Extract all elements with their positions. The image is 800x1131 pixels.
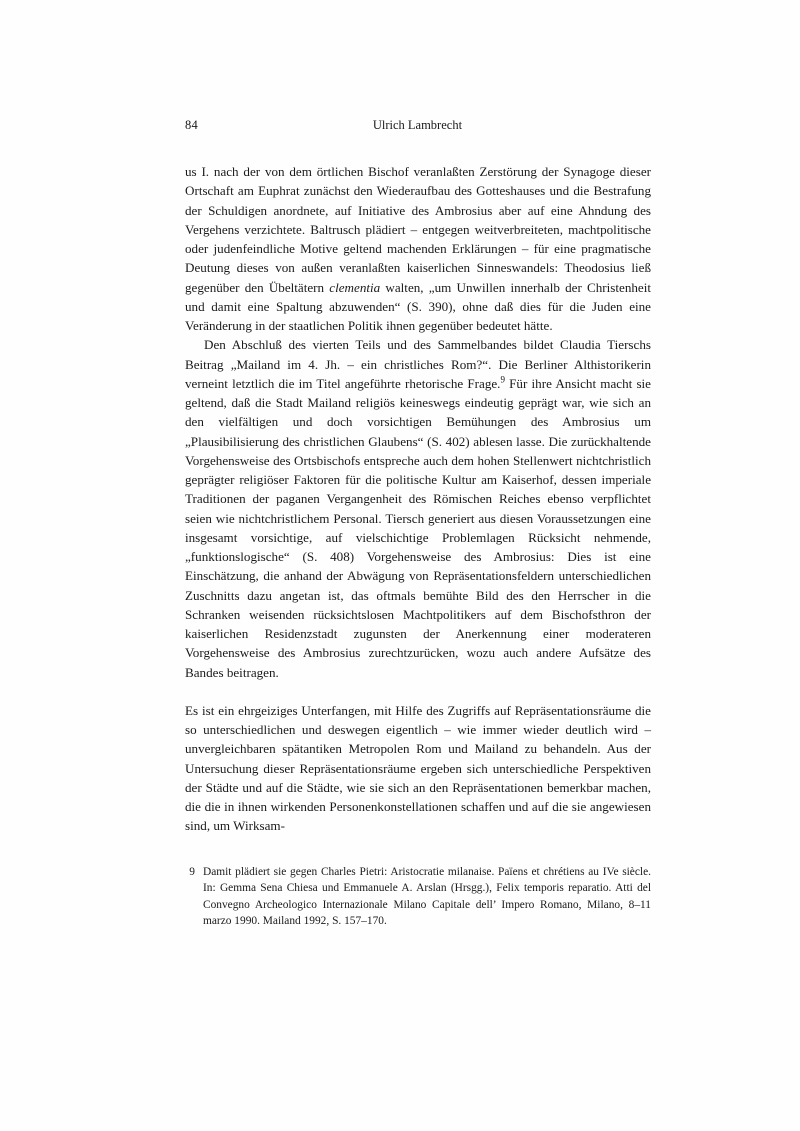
- running-head: [185, 118, 651, 132]
- page-number: 84: [185, 118, 198, 132]
- paragraph-1-text-a: us I. nach der von dem örtlichen Bischof veranlaßten Zerstörung der Synagoge dieser Ortschaft am Euphrat zunächst den Wiederaufbau des Gotteshauses und die Bestrafung der Schuldigen anordnete, auf Initiative des Ambrosius aber auf eine Ahndung des Vergehens verzichtete. Baltrusch plädiert – entgegen weitverbreiteten, machtpolitische oder judenfeindliche Motive geltend machenden Erklärungen – für eine pragmatische Deutung dieses von außen veranlaßten kaiserlichen Sinneswandels: Theodosius ließ gegenüber den Übeltätern: [185, 164, 651, 295]
- text-column: [185, 118, 651, 930]
- footnote-number: 9: [189, 865, 195, 878]
- paragraph-2-text-a: Den Abschluß des vierten Teils und des Sammelbandes bildet Claudia Tierschs Beitrag „Mailand im 4. Jh. – ein christliches Rom?“. Die Berliner Althistorikerin verneint letztlich die im Titel angeführte rhetorische Frage.: [185, 337, 651, 391]
- footnote-item: [185, 864, 651, 930]
- paragraph-3: Es ist ein ehrgeiziges Unterfangen, mit Hilfe des Zugriffs auf Repräsentationsräume die so unterschiedlichen und deswegen eigentlich – wie immer wieder deutlich wird – unvergleichbaren spätantiken Metropolen Rom und Mailand zu behandeln. Aus der Untersuchung dieser Repräsentationsräume ergeben sich unterschiedliche Perspektiven der Städte und auf die Städte, wie sie sich an den Repräsentationen bemerkbar machen, die die in ihnen wirkenden Personenkonstellationen schaffen und auf die sie angewiesen sind, um Wirksam-: [185, 702, 651, 834]
- paragraph-1-italic-term: clementia: [329, 279, 381, 295]
- running-head-author: Ulrich Lambrecht: [372, 118, 463, 132]
- footnote-text: Damit plädiert sie gegen Charles Pietri: Aristocratie milanaise. Païens et chrétiens au IVe siècle. In: Gemma Sena Chiesa und Emmanuele A. Arslan (Hrsgg.), Felix temporis reparatio. Atti del Convegno Archeologico Internazionale Milano Capitale dell’ Impero Romano, Milano, 8–11 marzo 1990. Mailand 1992, S. 157–170.: [203, 865, 651, 928]
- paragraph-1-text-b: walten, „um Unwillen innerhalb der Christenheit und damit eine Spaltung abzuwenden“ (S. 390), ohne daß dies für die Juden eine Veränderung in der staatlichen Politik ihnen gegenüber bedeutet hätte.: [185, 279, 652, 333]
- paragraph-2-text-b: Für ihre Ansicht macht sie geltend, daß die Stadt Mailand religiös keineswegs eindeutig geprägt war, wie sich an den vielfältigen und doch vorsichtigen Bemühungen des Ambrosius um „Plausibilisierung des christlichen Glaubens“ (S. 402) ablesen lasse. Die zurückhaltende Vorgehensweise des Ortsbischofs entspreche auch dem hohen Stellenwert nichtchristlich geprägter religiöser Faktoren für die politische Kultur am Kaiserhof, dessen imperiale Traditionen der paganen Vergangenheit des Römischen Reiches ebenso verpflichtet seien wie nichtchristlichem Personal. Tiersch generiert aus diesen Voraussetzungen eine insgesamt vorsichtige, auf vielschichtige Problemlagen Rücksicht nehmende, „funktionslogische“ (S. 408) Vorgehensweise des Ambrosius: Dies ist eine Einschätzung, die anhand der Abwägung von Repräsentationsfeldern unterschiedlichen Zuschnitts dazu angetan ist, das oftmals bemühte Bild des den Herrscher in die Schranken weisenden rücksichtslosen Machtpolitikers auf dem Bischofsthron der kaiserlichen Residenzstadt zugunsten der Anerkennung einer moderateren Vorgehensweise des Ambrosius zurechtzurücken, wozu auch andere Aufsätze des Bandes beitragen.: [185, 375, 651, 680]
- paragraph-continuation: [185, 162, 651, 335]
- footnote-area: [185, 862, 651, 930]
- footnote-marker-9[interactable]: 9: [500, 374, 505, 385]
- paragraph-2: [185, 335, 651, 682]
